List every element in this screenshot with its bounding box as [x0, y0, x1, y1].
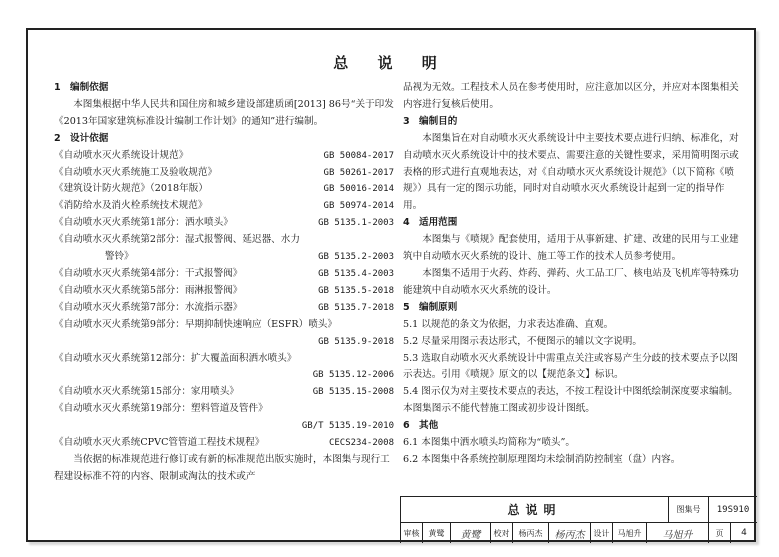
section-heading-6: 6 其他 [403, 420, 439, 432]
reference-row: 《自动喷水灭火系统第4部分：干式报警阀》 GB 5135.4-2003 [54, 267, 394, 279]
section-heading-2: 2 设计依据 [54, 132, 109, 144]
reference-row: 《自动喷水灭火系统第1部分：洒水喷头》 GB 5135.1-2003 [54, 217, 394, 229]
reference-row: 《消防给水及消火栓系统技术规范》 GB 50974-2014 [54, 200, 394, 212]
section-3-paragraph: 本图集旨在对自动喷水灭火系统设计中主要技术要点进行归纳、标准化，对自动喷水灭火系统设计中的技术要点、需要注意的关键性要求，采用简明图示或表格的形式进行直观地表达，对《自动喷水灭火系统设计规范》（以下简称《喷规》）具有一定的图示功能，同时对自动喷水灭火系统设计起到一定的指导作用。 [403, 132, 739, 212]
reviewer-signature: 黄鹭 [451, 523, 491, 543]
reference-row: 《自动喷水灭火系统第19部分：塑料管道及管件》 [54, 403, 268, 415]
section-1-paragraph: 本图集根据中华人民共和国住房和城乡建设部建质函[2013] 86号“关于印发《2013年国家建筑标准设计编制工作计划》的通知”进行编制。 [54, 98, 394, 127]
checker-name: 杨丙杰 [513, 523, 549, 543]
reference-row: 《自动喷水灭火系统第2部分：湿式报警阀、延迟器、水力 [54, 234, 300, 246]
left-column [54, 80, 394, 486]
drawing-name: 总说明 [401, 497, 669, 522]
list-item: 5.1 以规范的条文为依据，力求表达准确、直观。 [403, 318, 614, 330]
checker-signature: 杨丙杰 [549, 523, 591, 543]
designer-signature: 马旭升 [647, 523, 709, 543]
reference-row: 《建筑设计防火规范》（2018年版） GB 50016-2014 [54, 183, 394, 195]
section-4-paragraph: 本图集与《喷规》配套使用，适用于从事新建、扩建、改建的民用与工业建筑中自动喷水灭火系统的设计、施工等工作的技术人员参考使用。 [403, 234, 739, 263]
reference-row: 《自动喷水灭火系统第9部分：早期抑制快速响应（ESFR）喷头》 [54, 318, 337, 330]
section-heading-3: 3 编制目的 [403, 115, 458, 127]
reference-row: 《自动喷水灭火系统第5部分：雨淋报警阀》 GB 5135.5-2018 [54, 284, 394, 296]
section-heading-4: 4 适用范围 [403, 217, 458, 229]
reviewer-name: 黄鹭 [423, 523, 451, 543]
reference-row: 《自动喷水灭火系统CPVC管管道工程技术规程》 CECS234-2008 [54, 437, 394, 449]
list-item: 5.4 图示仅为对主要技术要点的表达，不按工程设计中图纸绘制深度要求编制。本图集图示不能代替施工图或初步设计图纸。 [403, 386, 738, 415]
right-column [403, 80, 743, 469]
reference-row: 《自动喷水灭火系统施工及验收规范》 GB 50261-2017 [54, 166, 394, 178]
reference-code: GB 5135.12-2006 [312, 370, 394, 381]
atlas-number: 19S910 [716, 504, 750, 515]
title-block [400, 496, 757, 543]
list-item: 6.1 本图集中洒水喷头均简称为“喷头”。 [403, 437, 576, 449]
atlas-number-label: 图集号 [669, 497, 709, 522]
list-item: 6.2 本图集中各系统控制原理图均未绘制消防控制室（盘）内容。 [403, 453, 681, 465]
reference-row: 《自动喷水灭火系统设计规范》 GB 50084-2017 [54, 149, 394, 161]
designer-name: 马旭升 [613, 523, 647, 543]
reference-row: 《自动喷水灭火系统第7部分：水流指示器》 GB 5135.7-2018 [54, 301, 394, 313]
reference-code: GB/T 5135.19-2010 [301, 421, 394, 432]
section-heading-1: 1 编制依据 [54, 82, 109, 93]
check-label: 校对 [491, 523, 513, 543]
list-item: 5.3 选取自动喷水灭火系统设计中需重点关注或容易产生分歧的技术要点予以图示表达。引用《喷规》原文的以【规范条文】标识。 [403, 352, 738, 381]
reference-row: 《自动喷水灭火系统第15部分：家用喷头》 GB 5135.15-2008 [54, 386, 394, 398]
reference-row-continued: 警铃》 GB 5135.2-2003 [104, 251, 394, 263]
page-number: 4 [741, 528, 747, 538]
design-label: 设计 [591, 523, 613, 543]
review-label: 审核 [401, 523, 423, 543]
drawing-sheet [26, 28, 756, 542]
list-item: 5.2 尽量采用图示表达形式，不便图示的辅以文字说明。 [403, 335, 642, 347]
continued-paragraph: 品视为无效。工程技术人员在参考使用时，应注意加以区分，并应对本图集相关内容进行复核后使用。 [403, 82, 739, 110]
section-4-paragraph: 本图集不适用于火药、炸药、弹药、火工品工厂、核电站及飞机库等特殊功能建筑中自动喷水灭火系统的设计。 [403, 267, 739, 296]
page-label: 页 [709, 523, 731, 543]
section-heading-5: 5 编制原则 [403, 301, 458, 313]
section-2-tail-paragraph: 当依据的标准规范进行修订或有新的标准规范出版实施时，本图集与现行工程建设标准不符的内容、限制或淘汰的技术或产 [54, 453, 390, 482]
page-title: 总 说 明 [333, 54, 449, 72]
reference-row: 《自动喷水灭火系统第12部分：扩大覆盖面积洒水喷头》 [54, 352, 297, 364]
reference-code: GB 5135.9-2018 [318, 336, 394, 347]
